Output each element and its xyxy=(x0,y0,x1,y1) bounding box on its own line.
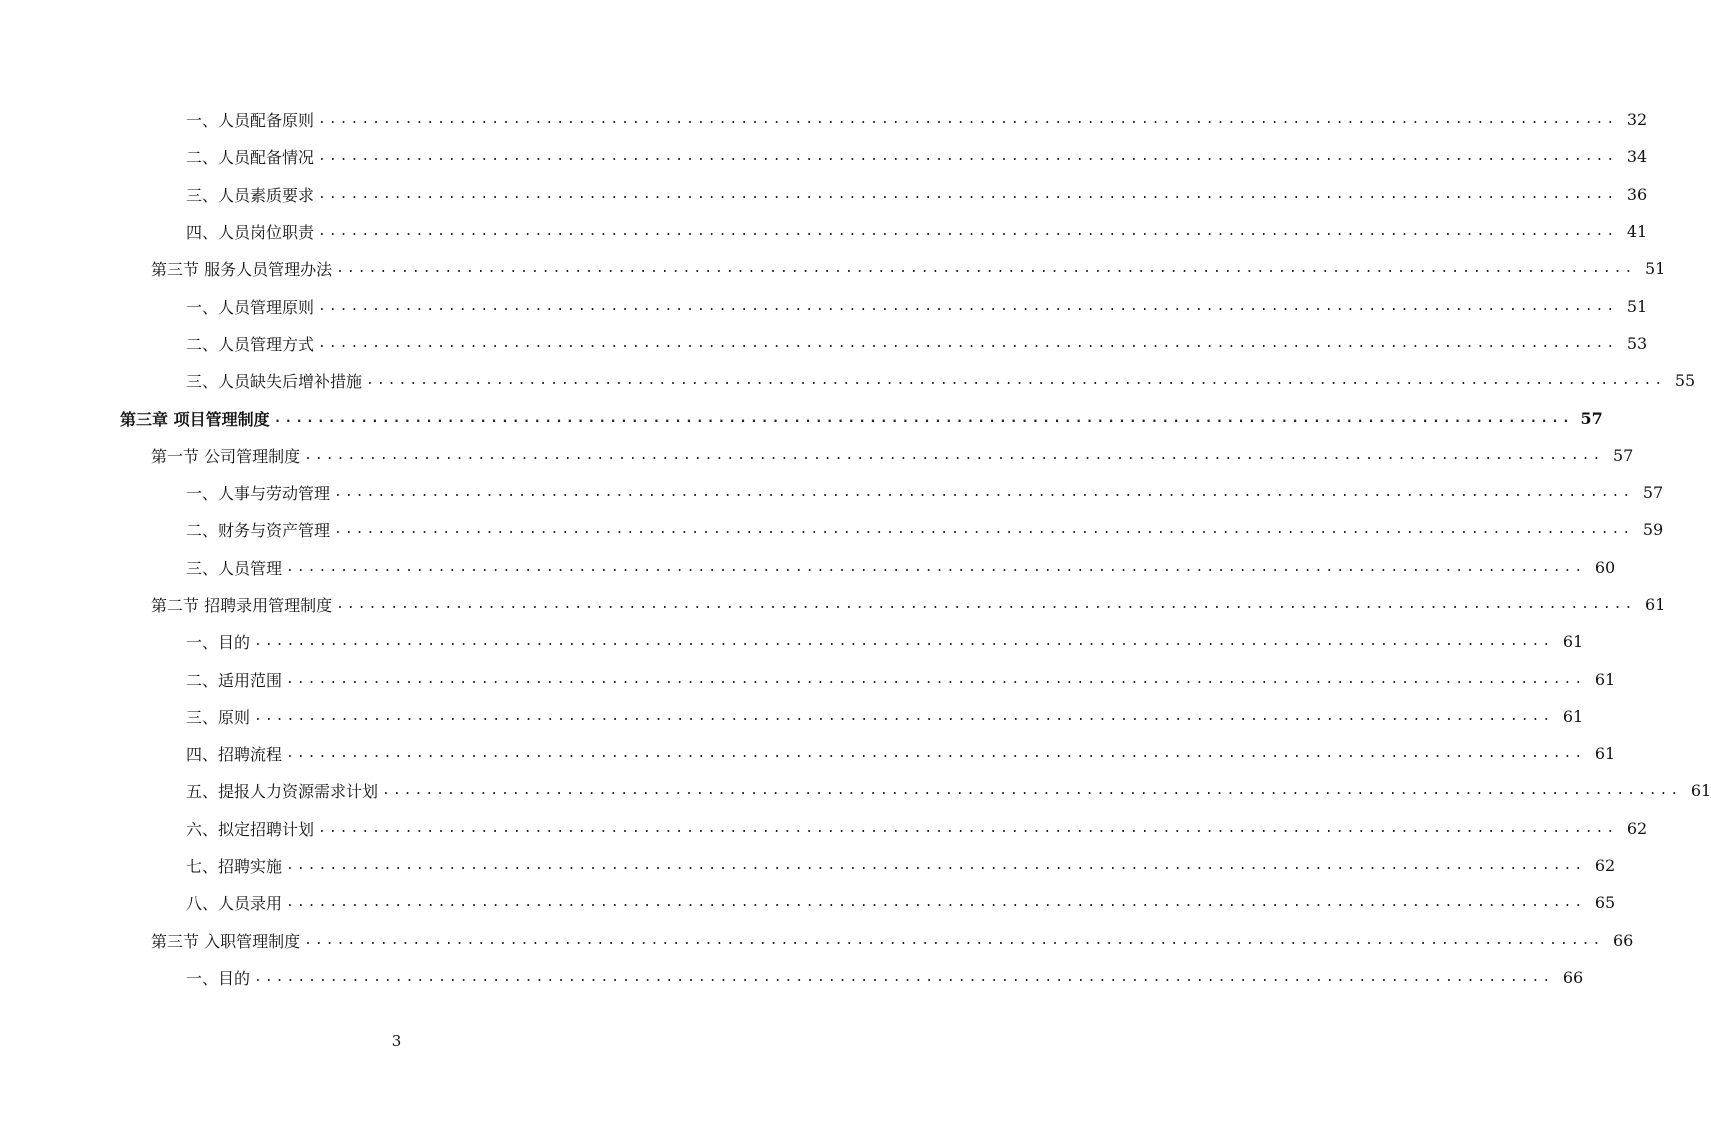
toc-entry[interactable] xyxy=(0,437,1634,474)
toc-entry-title: 七、招聘实施 xyxy=(186,857,283,877)
dot-leader: ........................................................................................................................ xyxy=(318,224,1618,240)
toc-entry-page: 51 xyxy=(1644,259,1666,279)
toc-entry-title: 三、原则 xyxy=(186,707,251,727)
toc-entry[interactable] xyxy=(0,959,1584,996)
toc-entry-page: 61 xyxy=(1644,595,1666,614)
dot-leader: ........................................................................................................................ xyxy=(254,634,1554,650)
toc-entry-page: 61 xyxy=(1594,744,1616,764)
toc-entry-title: 六、拟定招聘计划 xyxy=(186,819,315,839)
dot-leader: ........................................................................................................................ xyxy=(304,932,1604,948)
dot-leader: ........................................................................................................................ xyxy=(304,447,1604,463)
dot-leader: ........................................................................................................................ xyxy=(336,597,1636,612)
toc-entry-title: 二、适用范围 xyxy=(186,670,283,690)
toc-entry-page: 51 xyxy=(1626,296,1648,316)
toc-entry-title: 一、人事与劳动管理 xyxy=(186,484,331,504)
toc-entry-title: 第一节 公司管理制度 xyxy=(151,446,301,466)
page-number: 3 xyxy=(391,1032,402,1050)
toc-entry-title: 五、提报人力资源需求计划 xyxy=(186,782,379,802)
toc-entry[interactable] xyxy=(0,884,1616,921)
dot-leader: ........................................................................................................................ xyxy=(318,298,1618,314)
toc-entry-page: 57 xyxy=(1642,483,1664,503)
toc-entry-title: 二、财务与资产管理 xyxy=(186,521,331,541)
dot-leader: ........................................................................................................................ xyxy=(336,261,1636,277)
dot-leader: ........................................................................................................................ xyxy=(286,746,1586,762)
toc-entry[interactable] xyxy=(0,511,1664,548)
toc-entry-page: 62 xyxy=(1626,818,1648,838)
toc-entry-page: 66 xyxy=(1562,967,1584,987)
toc-entry-page: 60 xyxy=(1594,557,1616,577)
toc-entry-page: 66 xyxy=(1612,930,1634,950)
toc-entry-title: 八、人员录用 xyxy=(186,894,283,914)
toc-entry-title: 第三节 入职管理制度 xyxy=(151,931,301,951)
toc-entry[interactable] xyxy=(0,250,1666,287)
toc-entry[interactable] xyxy=(0,325,1648,362)
toc-entry[interactable] xyxy=(0,810,1648,847)
toc-entry-page: 36 xyxy=(1626,184,1648,204)
toc-entry-title: 第二节 招聘录用管理制度 xyxy=(151,596,333,615)
toc-entry-page: 62 xyxy=(1594,856,1616,876)
toc-entry-title: 一、人员配备原则 xyxy=(186,111,315,131)
toc-entry[interactable] xyxy=(0,623,1584,660)
toc-entry-title: 四、人员岗位职责 xyxy=(186,223,315,243)
toc-entry-page: 41 xyxy=(1626,222,1648,242)
toc-entry[interactable] xyxy=(0,660,1616,697)
toc-entry-title: 一、人员管理原则 xyxy=(186,297,315,317)
toc-entry[interactable] xyxy=(0,138,1648,175)
toc-entry-title: 三、人员管理 xyxy=(186,558,283,578)
toc-entry[interactable] xyxy=(0,586,1666,623)
dot-leader: ........................................................................................................................ xyxy=(286,858,1586,874)
toc-entry-title: 三、人员缺失后增补措施 xyxy=(186,372,363,392)
toc-entry[interactable] xyxy=(0,399,1603,436)
dot-leader: ........................................................................................................................ xyxy=(286,895,1586,911)
toc-entry[interactable] xyxy=(0,922,1634,959)
toc-entry[interactable] xyxy=(0,549,1616,586)
dot-leader: ........................................................................................................................ xyxy=(254,708,1554,724)
toc-entry-page: 32 xyxy=(1626,110,1648,130)
toc-entry-title: 一、目的 xyxy=(186,633,251,653)
dot-leader: ........................................................................................................................ xyxy=(334,522,1634,538)
table-of-contents xyxy=(0,101,1711,996)
toc-entry-title: 二、人员配备情况 xyxy=(186,148,315,168)
toc-entry-page: 59 xyxy=(1642,520,1664,540)
toc-entry-title: 第三节 服务人员管理办法 xyxy=(151,260,333,280)
toc-entry[interactable] xyxy=(0,101,1648,138)
toc-entry[interactable] xyxy=(0,362,1696,399)
toc-entry-title: 第三章 项目管理制度 xyxy=(120,409,270,429)
toc-entry-title: 二、人员管理方式 xyxy=(186,334,315,354)
toc-entry[interactable] xyxy=(0,474,1664,511)
toc-entry[interactable] xyxy=(0,847,1616,884)
dot-leader: ........................................................................................................................ xyxy=(366,373,1666,389)
toc-entry[interactable] xyxy=(0,698,1584,735)
dot-leader: ........................................................................................................................ xyxy=(318,112,1618,128)
toc-entry-title: 三、人员素质要求 xyxy=(186,185,315,205)
toc-entry[interactable] xyxy=(0,735,1616,772)
dot-leader: ........................................................................................................................ xyxy=(318,820,1618,836)
dot-leader: ........................................................................................................................ xyxy=(318,186,1618,202)
toc-entry-page: 65 xyxy=(1594,893,1616,913)
dot-leader: ........................................................................................................................ xyxy=(318,335,1618,351)
toc-entry-page: 61 xyxy=(1594,669,1616,689)
toc-entry-page: 61 xyxy=(1690,781,1711,801)
dot-leader: ........................................................................................................................ xyxy=(286,671,1586,687)
toc-entry-page: 57 xyxy=(1580,408,1603,428)
dot-leader: ........................................................................................................................ xyxy=(318,149,1618,165)
dot-leader: ........................................................................................................................ xyxy=(286,559,1586,575)
toc-entry-title: 四、招聘流程 xyxy=(186,745,283,765)
toc-entry[interactable] xyxy=(0,772,1711,809)
dot-leader: ........................................................................................................................ xyxy=(273,410,1573,426)
dot-leader: ........................................................................................................................ xyxy=(382,783,1682,799)
toc-entry-page: 34 xyxy=(1626,147,1648,167)
toc-entry-title: 一、目的 xyxy=(186,968,251,988)
toc-entry-page: 57 xyxy=(1612,445,1634,465)
dot-leader: ........................................................................................................................ xyxy=(334,485,1634,501)
toc-entry-page: 55 xyxy=(1674,371,1696,391)
toc-entry[interactable] xyxy=(0,213,1648,250)
toc-entry[interactable] xyxy=(0,287,1648,324)
toc-entry-page: 61 xyxy=(1562,706,1584,726)
toc-entry[interactable] xyxy=(0,176,1648,213)
dot-leader: ........................................................................................................................ xyxy=(254,969,1554,985)
toc-entry-page: 53 xyxy=(1626,333,1648,353)
toc-entry-page: 61 xyxy=(1562,632,1584,652)
